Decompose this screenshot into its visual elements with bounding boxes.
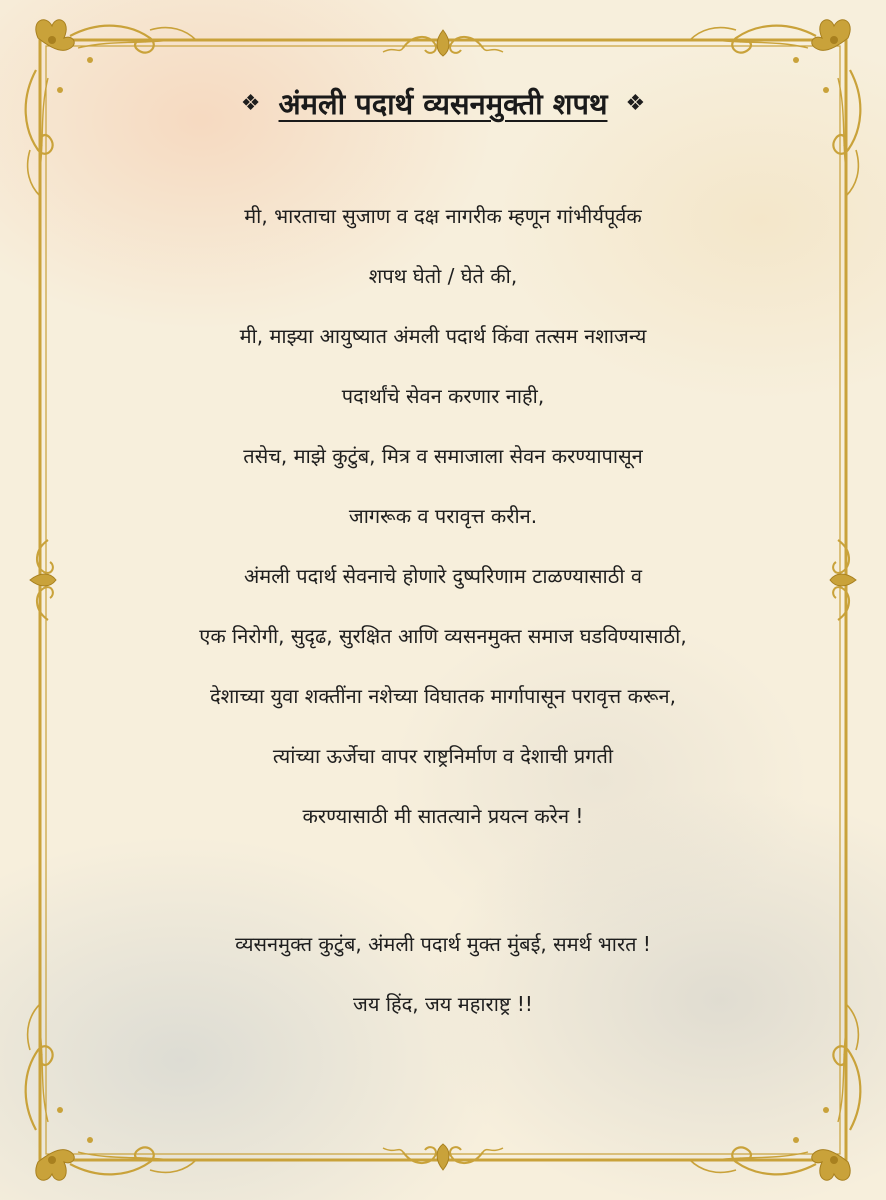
- pledge-line: पदार्थांचे सेवन करणार नाही,: [341, 384, 545, 408]
- diamond-ornament-icon: ❖: [240, 91, 261, 116]
- pledge-line: शपथ घेतो / घेते की,: [368, 264, 518, 288]
- diamond-ornament-icon: ❖: [625, 91, 646, 116]
- pledge-body: [90, 186, 796, 846]
- pledge-line: देशाच्या युवा शक्तींना नशेच्या विघातक मार्गापासून परावृत्त करून,: [210, 684, 676, 708]
- pledge-line: एक निरोगी, सुदृढ, सुरक्षित आणि व्यसनमुक्त समाज घडविण्यासाठी,: [199, 624, 687, 648]
- pledge-line: अंमली पदार्थ सेवनाचे होणारे दुष्परिणाम टाळण्यासाठी व: [243, 564, 643, 588]
- pledge-line: मी, भारताचा सुजाण व दक्ष नागरीक म्हणून गांभीर्यपूर्वक: [244, 204, 642, 228]
- closing-line: जय हिंद, जय महाराष्ट्र !!: [353, 992, 533, 1016]
- pledge-closing: [90, 914, 796, 1034]
- pledge-title: अंमली पदार्थ व्यसनमुक्ती शपथ: [278, 87, 608, 121]
- pledge-line: मी, माझ्या आयुष्यात अंमली पदार्थ किंवा तत्सम नशाजन्य: [239, 324, 647, 348]
- pledge-line: करण्यासाठी मी सातत्याने प्रयत्न करेन !: [302, 804, 584, 828]
- title-row: [0, 84, 886, 123]
- pledge-line: जागरूक व परावृत्त करीन.: [348, 504, 538, 528]
- pledge-line: तसेच, माझे कुटुंब, मित्र व समाजाला सेवन करण्यापासून: [243, 444, 643, 468]
- closing-line: व्यसनमुक्त कुटुंब, अंमली पदार्थ मुक्त मुंबई, समर्थ भारत !: [235, 932, 651, 956]
- pledge-line: त्यांच्या ऊर्जेचा वापर राष्ट्रनिर्माण व देशाची प्रगती: [272, 744, 614, 768]
